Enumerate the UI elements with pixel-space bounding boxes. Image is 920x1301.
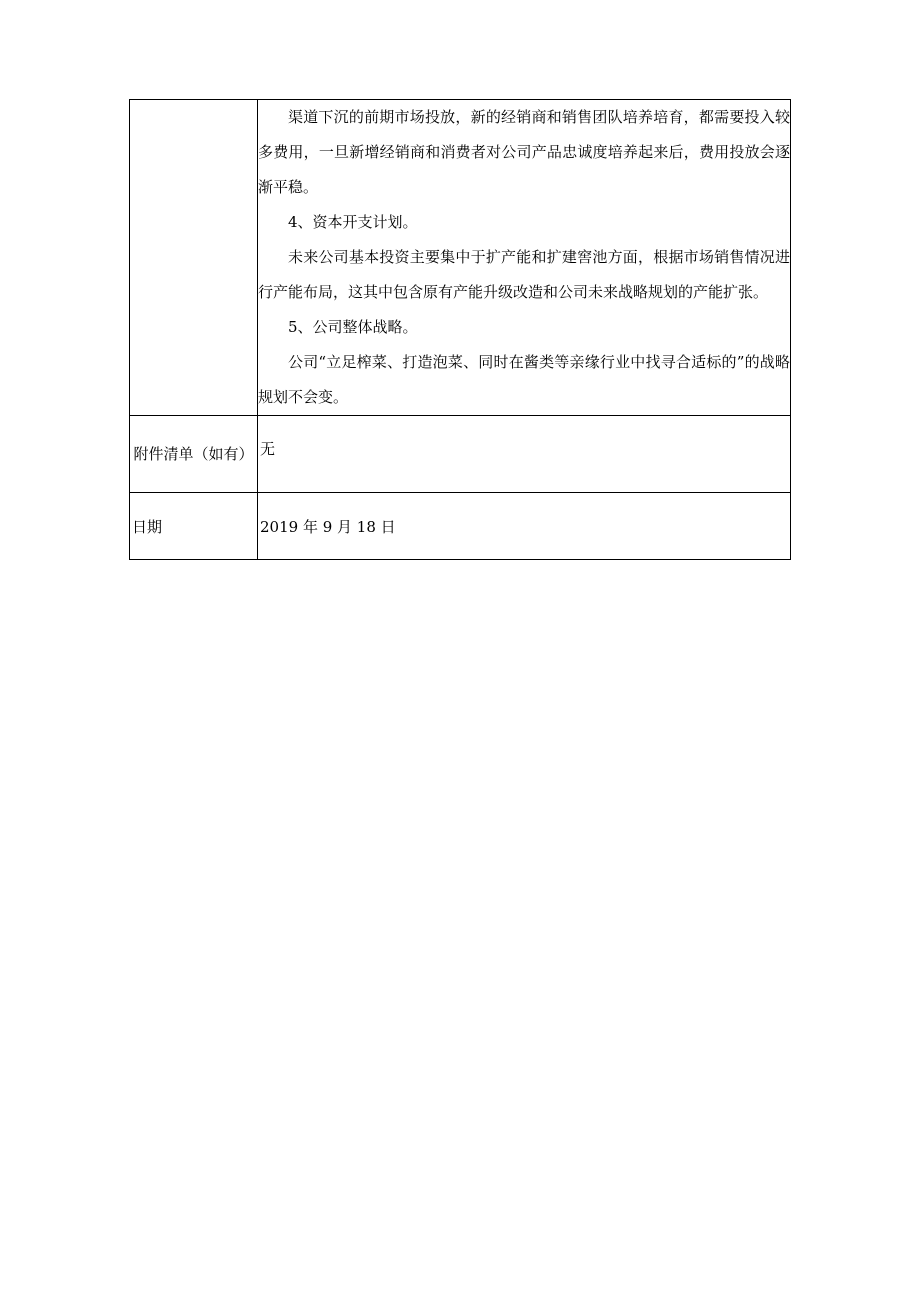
paragraph-strategy-body: 公司“立足榨菜、打造泡菜、同时在酱类等亲缘行业中找寻合适标的”的战略规划不会变。 — [258, 353, 790, 406]
content-row — [130, 100, 791, 416]
attachments-row — [130, 416, 791, 493]
paragraph-capex-body: 未来公司基本投资主要集中于扩产能和扩建窖池方面，根据市场销售情况进行产能布局，这其中包含原有产能升级改造和公司未来战略规划的产能扩张。 — [258, 248, 790, 301]
paragraph-strategy-heading: 5、公司整体战略。 — [288, 318, 418, 336]
date-value: 2019 年 9 月 18 日 — [258, 493, 791, 560]
attachments-label: 附件清单（如有） — [130, 416, 258, 493]
paragraph-channel-expense: 渠道下沉的前期市场投放，新的经销商和销售团队培养培育，都需要投入较多费用，一旦新增经销商和消费者对公司产品忠诚度培养起来后，费用投放会逐渐平稳。 — [258, 108, 790, 196]
paragraph-capex-heading: 4、资本开支计划。 — [288, 213, 418, 231]
date-row — [130, 493, 791, 560]
attachments-value: 无 — [258, 416, 791, 493]
content-cell — [258, 100, 791, 416]
content-label-cell — [130, 100, 258, 416]
date-label: 日期 — [130, 493, 258, 560]
info-table — [129, 99, 791, 560]
